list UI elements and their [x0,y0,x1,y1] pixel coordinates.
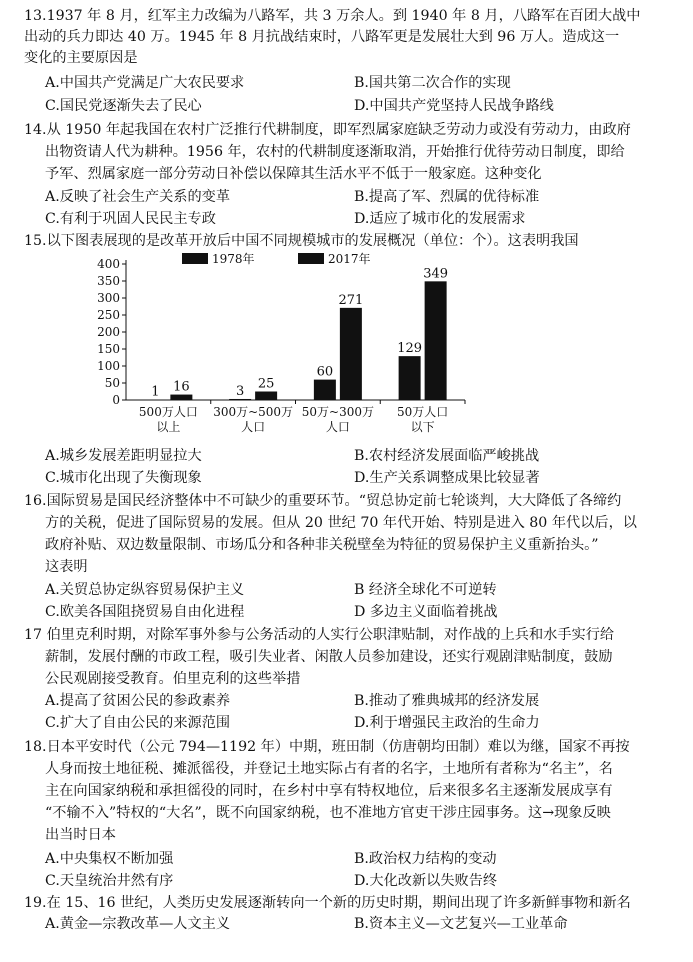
q17-option-a: A.提高了贫困公民的参政素养 [45,693,231,709]
q19-option-a: A.黄金—宗教改革—人文主义 [45,916,231,932]
q17-option-d: D.利于增强民主政治的生命力 [354,715,540,731]
q16-stem-line: 政府补贴、双边数量限制、市场瓜分和各种非关税壁垒为特征的贸易保护主义重新抬头。” [45,537,599,553]
q15-option-d: D.生产关系调整成果比较显著 [354,470,540,486]
q17-stem-line: 17 伯里克利时期，对除军事外参与公务活动的人实行公职津贴制，对作战的上兵和水手实行给 [24,627,615,643]
bar-series-1 [399,356,421,400]
x-category-label: 人口 [325,420,350,434]
q19-stem-line: 19.在 15、16 世纪，人类历史发展逐渐转向一个新的历史时期，期间出现了许多新鲜事物和新名 [24,895,631,911]
data-label: 349 [423,266,449,282]
q18-option-d: D.大化改新以失败告终 [354,873,498,889]
y-tick-label: 100 [97,359,120,373]
x-category-label: 以上 [156,420,181,434]
data-label: 60 [316,364,334,380]
y-tick-label: 200 [97,325,120,339]
legend-label: 2017年 [328,252,371,266]
q14-option-d: D.适应了城市化的发展需求 [354,211,526,227]
x-category-label: 人口 [241,420,266,434]
q16-option-b: B 经济全球化不可逆转 [354,582,497,598]
legend-label: 1978年 [212,252,255,266]
city-count-bar-chart [90,252,490,434]
bar-series-2 [170,395,192,400]
q18-stem-line: 18.日本平安时代（公元 794—1192 年）中期，班田制（仿唐朝均田制）难以为继，国家不再按 [24,739,630,755]
q14-option-a: A.反映了社会生产关系的变革 [45,189,231,205]
x-category-label: 50万~300万 [301,405,374,419]
q13-stem-line: 变化的主要原因是 [24,50,138,66]
q14-option-c: C.有利于巩固人民民主专政 [45,211,216,227]
y-tick-label: 0 [112,393,120,407]
q13-option-a: A.中国共产党满足广大农民要求 [45,75,245,91]
y-tick-label: 400 [97,257,120,271]
q16-option-c: C.欧美各国阻挠贸易自由化进程 [45,604,245,620]
q15-stem-line: 15.以下图表展现的是改革开放后中国不同规模城市的发展概况（单位：个）。这表明我国 [24,233,579,249]
bar-series-1 [229,399,251,400]
q17-option-c: C.扩大了自由公民的来源范围 [45,715,231,731]
q17-stem-line: 薪制，发展付酬的市政工程，吸引失业者、闲散人员参加建设，还实行观剧津贴制度，鼓励 [45,649,613,665]
q16-stem-line: 这表明 [45,559,88,575]
q13-option-d: D.中国共产党坚持人民战争路线 [354,98,554,114]
data-label: 129 [397,341,423,357]
q18-stem-line: “不输不入”特权的“大名”，既不向国家纳税，也不准地方官吏干涉庄园事务。这→现象反映 [45,805,611,821]
q18-option-a: A.中央集权不断加强 [45,851,174,867]
bar-series-2 [255,392,277,401]
q19-option-b: B.资本主义—文艺复兴—工业革命 [354,916,568,932]
q16-option-d: D 多边主义面临着挑战 [354,604,498,620]
q18-option-c: C.天皇统治井然有序 [45,873,174,889]
data-label: 25 [257,376,275,392]
data-label: 271 [338,292,364,308]
x-category-label: 300万~500万 [213,405,294,419]
x-category-label: 以下 [410,420,435,434]
q13-option-c: C.国民党逐渐失去了民心 [45,98,202,114]
q17-stem-line: 公民观剧接受教育。伯里克利的这些举措 [45,671,301,687]
y-tick-label: 300 [97,291,120,305]
q16-stem-line: 16.国际贸易是国民经济整体中不可缺少的重要环节。“贸总协定前七轮谈判，大大降低了各缔约 [24,493,622,509]
x-category-label: 500万人口 [138,405,198,419]
y-tick-label: 150 [97,342,120,356]
q18-stem-line: 主在向国家纳税和承担徭役的同时，在乡村中享有特权地位，后来很多名主逐渐发展成享有 [45,783,613,799]
y-tick-label: 50 [104,376,120,390]
q15-option-c: C.城市化出现了失衡现象 [45,470,202,486]
q14-stem-line: 14.从 1950 年起我国在农村广泛推行代耕制度，即军烈属家庭缺乏劳动力或没有劳动力，由政府 [24,122,631,138]
q15-option-a: A.城乡发展差距明显拉大 [45,448,202,464]
data-label: 16 [173,379,190,395]
q14-stem-line: 出物资请人代为耕种。1956 年，农村的代耕制度逐渐取消，开始推行优待劳动日制度，即给 [45,144,625,160]
q13-option-b: B.国共第二次合作的实现 [354,75,511,91]
q14-option-b: B.提高了军、烈属的优待标准 [354,189,540,205]
data-label: 1 [151,384,160,400]
q18-option-b: B.政治权力结构的变动 [354,851,497,867]
q13-stem-line: 13.1937 年 8 月，红军主力改编为八路军，共 3 万余人。到 1940 年 8 月，八路军在百团大战中 [24,8,641,24]
x-category-label: 50万人口 [396,405,449,419]
q14-stem-line: 予军、烈属家庭一部分劳动日补偿以保障其生活水平不低于一般家庭。这种变化 [45,166,542,182]
q16-stem-line: 方的关税，促进了国际贸易的发展。但从 20 世纪 70 年代开始、特别是进入 80 年代以后，以 [45,515,637,531]
q15-option-b: B.农村经济发展面临严峻挑战 [354,448,540,464]
y-tick-label: 350 [97,274,120,288]
q16-option-a: A.关贸总协定纵容贸易保护主义 [45,582,245,598]
bar-series-1 [314,380,336,400]
y-tick-label: 250 [97,308,120,322]
legend-swatch [298,253,324,264]
q18-stem-line: 人身而按土地征税、摊派徭役，并登记土地实际占有者的名字，土地所有者称为“名主”，名 [45,761,613,777]
q18-stem-line: 出当时日本 [45,827,116,843]
bar-series-2 [340,308,362,400]
legend-swatch [182,253,208,264]
bar-series-1 [144,400,166,401]
bar-series-2 [425,281,447,400]
q13-stem-line: 出动的兵力即达 40 万。1945 年 8 月抗战结束时，八路军更是发展壮大到 96 万人。造成这一 [24,29,620,45]
data-label: 3 [235,383,245,399]
q17-option-b: B.推动了雅典城邦的经济发展 [354,693,540,709]
